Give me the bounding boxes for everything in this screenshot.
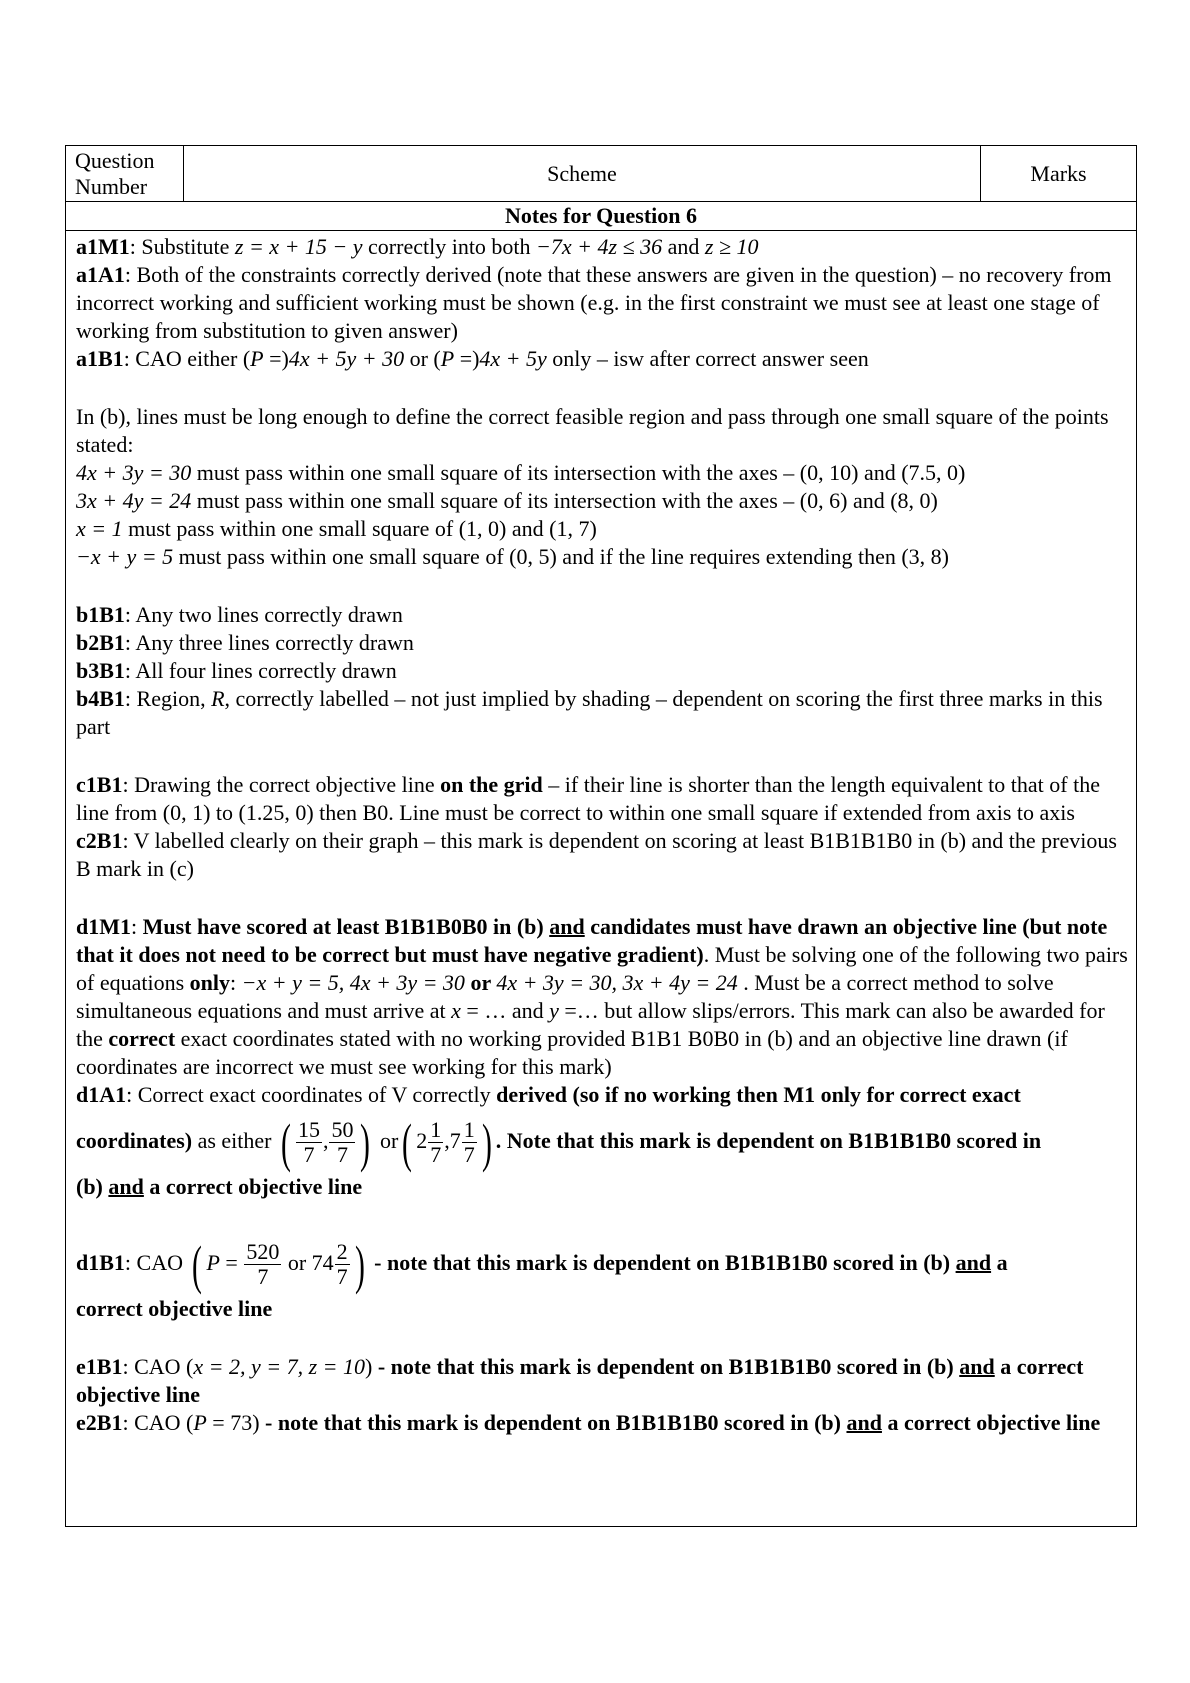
math-expression: x = 2, y = 7, z = 10: [193, 1354, 365, 1379]
bold-text: only: [189, 970, 231, 995]
bold-text: candidates must have drawn an objective line (but note that it does not need to be correct but must have negative gradient): [76, 914, 1108, 967]
note-paragraph: [76, 685, 1128, 741]
text: or: [374, 1128, 399, 1153]
bold-text: b3B1: [76, 658, 125, 683]
text: , correctly labelled – not just implied by shading – dependent on scoring the first three marks in this part: [76, 686, 1103, 739]
bold-text: d1M1: [76, 914, 131, 939]
note-paragraph: [76, 1295, 1128, 1323]
bold-text: c2B1: [76, 828, 123, 853]
bracket: ): [354, 1234, 365, 1295]
bracket: (: [281, 1112, 291, 1173]
text: – if their line is shorter than the length equivalent to that of the line from (0, 1) to (1.25, 0) then B0. Line must be correct to within one small square if extended from axis to axis: [76, 772, 1100, 825]
text: : Any two lines correctly drawn: [124, 602, 403, 627]
denominator: 7: [336, 1142, 348, 1168]
note-paragraph: [76, 1081, 1128, 1109]
mark-scheme-table: [65, 145, 1137, 1527]
bold-text: and: [108, 1174, 144, 1199]
bracket: ): [481, 1112, 492, 1173]
bold-text: derived: [496, 1082, 567, 1107]
text: :: [230, 970, 242, 995]
text: correctly into both: [362, 234, 537, 259]
spacer: [76, 741, 1128, 771]
text: ): [364, 1354, 378, 1379]
bold-text: a correct objective line: [881, 1410, 1101, 1435]
fraction: [296, 1118, 322, 1167]
math-expression: R: [211, 686, 225, 711]
note-paragraph: [76, 261, 1128, 345]
numerator: 50: [331, 1117, 354, 1143]
text: : CAO (: [122, 1354, 194, 1379]
bracket: (: [402, 1112, 413, 1173]
bold-text: a correct objective line: [76, 1354, 1084, 1407]
text: must pass within one small square of (0, 5) and if the line requires extending then (3, 8): [173, 544, 950, 569]
bold-text: a: [991, 1250, 1008, 1275]
numerator: 1: [463, 1117, 475, 1143]
text: = 73): [206, 1410, 266, 1435]
bracket: (: [192, 1234, 203, 1295]
math-expression: x: [451, 998, 461, 1023]
math-expression: −x + y = 5, 4x + 3y = 30: [241, 970, 465, 995]
numerator: 1: [430, 1117, 442, 1143]
math-expression: P: [193, 1410, 207, 1435]
text: . Must be solving one of the following two pairs of equations: [76, 942, 1128, 995]
numerator: 2: [336, 1239, 348, 1265]
text: = … and: [460, 998, 550, 1023]
math-expression: 4x + 5y: [479, 346, 547, 371]
note-paragraph: [76, 515, 1128, 543]
bold-text: Must have scored at least B1B1B0B0 in (b): [142, 914, 550, 939]
question-number-header: Question Number: [66, 146, 184, 202]
note-paragraph: [76, 487, 1128, 515]
bold-text: - note that this mark is dependent on B1B1B1B0 scored in (b): [368, 1250, 956, 1275]
bold-text: or: [464, 970, 497, 995]
text: : Both of the constraints correctly derived (note that these answers are given in the question) – no recovery from incorrect working and sufficient working must be shown (e.g. in the first constraint we must see at least one stage of working from substitution to given answer): [76, 262, 1112, 343]
numerator: 520: [246, 1239, 280, 1265]
text: only – isw after correct answer seen: [546, 346, 869, 371]
bold-text: b4B1: [76, 686, 125, 711]
spacer: [76, 1323, 1128, 1353]
bold-text: d1A1: [76, 1082, 127, 1107]
bold-text: and: [959, 1354, 995, 1379]
note-paragraph: [76, 1409, 1128, 1437]
math-expression: 3x + 4y = 24: [76, 488, 192, 513]
text: ,7: [444, 1128, 461, 1153]
math-expression: z = x + 15 − y: [234, 234, 363, 259]
math-expression: y: [549, 998, 559, 1023]
math-expression: P: [440, 346, 455, 371]
text: =: [219, 1250, 244, 1275]
marks-header: Marks: [981, 146, 1137, 202]
denominator: 7: [303, 1142, 315, 1168]
bold-text: a1M1: [76, 234, 130, 259]
text: In (b), lines must be long enough to define the correct feasible region and pass through one small square of the points stated:: [76, 404, 1109, 457]
text: must pass within one small square of its intersection with the axes – (0, 6) and (8, 0): [191, 488, 938, 513]
fraction: [329, 1118, 355, 1167]
denominator: 7: [336, 1264, 348, 1290]
bold-text: . Note that this mark is dependent on B1B1B1B0 scored in: [495, 1128, 1042, 1153]
math-expression: x = 1: [76, 516, 123, 541]
bold-text: on the grid: [440, 772, 543, 797]
spacer: [76, 1201, 1128, 1231]
notes-body: [66, 231, 1137, 1527]
text: must pass within one small square of (1, 0) and (1, 7): [122, 516, 597, 541]
bold-text: d1B1: [76, 1250, 125, 1275]
text: : Substitute: [129, 234, 235, 259]
text: exact coordinates stated with no working provided B1B1 B0B0 in (b) and an objective line drawn (if coordinates are incorrect we must see working for this mark): [76, 1026, 1068, 1079]
numerator: 15: [297, 1117, 320, 1143]
bold-text: c1B1: [76, 772, 123, 797]
math-expression: 4x + 3y = 30, 3x + 4y = 24: [496, 970, 738, 995]
text: : CAO either (: [123, 346, 251, 371]
bold-text: b2B1: [76, 630, 125, 655]
bold-text: and: [955, 1250, 992, 1275]
math-expression: −x + y = 5: [76, 544, 174, 569]
text: as either: [192, 1128, 277, 1153]
denominator: 7: [257, 1264, 269, 1290]
bold-text: a1B1: [76, 346, 124, 371]
bold-text: - note that this mark is dependent on B1B1B1B0 scored in (b): [377, 1354, 960, 1379]
note-paragraph: [76, 1353, 1128, 1409]
math-expression: P: [206, 1250, 220, 1275]
fraction: [428, 1118, 443, 1167]
note-paragraph: [76, 459, 1128, 487]
text: =… but allow slips/errors. This mark can also be awarded for the: [76, 998, 1105, 1051]
text: or 74: [282, 1250, 334, 1275]
note-paragraph: [76, 1231, 1128, 1295]
bold-text: coordinates): [76, 1128, 193, 1153]
note-paragraph: [76, 1109, 1128, 1173]
denominator: 7: [430, 1142, 442, 1168]
fraction: [335, 1240, 350, 1289]
math-expression: 4x + 5y + 30: [288, 346, 405, 371]
spacer: [76, 883, 1128, 913]
text: must pass within one small square of its intersection with the axes – (0, 10) and (7.5, 0): [191, 460, 966, 485]
text: 2: [416, 1128, 428, 1153]
text: and: [662, 234, 705, 259]
note-paragraph: [76, 543, 1128, 571]
note-paragraph: [76, 601, 1128, 629]
bold-text: (so if no working then M1 only for correct exact: [567, 1082, 1021, 1107]
text: : Any three lines correctly drawn: [124, 630, 414, 655]
math-expression: 4x + 3y = 30: [76, 460, 192, 485]
text: :: [131, 914, 143, 939]
text: : Drawing the correct objective line: [122, 772, 441, 797]
header-row: [66, 146, 1137, 202]
bracket: ): [360, 1112, 371, 1173]
spacer: [76, 373, 1128, 403]
text: ,: [322, 1128, 329, 1153]
text: : Correct exact coordinates of V correctly: [126, 1082, 497, 1107]
note-paragraph: [76, 913, 1128, 1081]
notes-title: Notes for Question 6: [66, 202, 1137, 231]
text: or (: [404, 346, 441, 371]
note-paragraph: [76, 629, 1128, 657]
fraction: [462, 1118, 477, 1167]
math-expression: P: [250, 346, 264, 371]
text: : Region,: [124, 686, 212, 711]
note-paragraph: [76, 345, 1128, 373]
text: =): [263, 346, 289, 371]
text: : V labelled clearly on their graph – this mark is dependent on scoring at least B1B1B1B0 in (b) and the previous B mark in (c): [76, 828, 1117, 881]
bold-text: and: [549, 914, 585, 939]
note-paragraph: [76, 657, 1128, 685]
bold-text: (b): [76, 1174, 109, 1199]
math-expression: z ≥ 10: [704, 234, 759, 259]
text: : CAO (: [122, 1410, 194, 1435]
spacer: [76, 571, 1128, 601]
text: : All four lines correctly drawn: [124, 658, 397, 683]
note-paragraph: [76, 233, 1128, 261]
bold-text: a correct objective line: [143, 1174, 363, 1199]
bold-text: correct: [108, 1026, 176, 1051]
bold-text: correct objective line: [76, 1296, 273, 1321]
math-expression: −7x + 4z ≤ 36: [536, 234, 663, 259]
scheme-header: Scheme: [184, 146, 981, 202]
note-paragraph: [76, 1173, 1128, 1201]
fraction: [244, 1240, 281, 1289]
bold-text: a1A1: [76, 262, 125, 287]
text: =): [454, 346, 480, 371]
text: . Must be a correct method to solve simultaneous equations and must arrive at: [76, 970, 1054, 1023]
bold-text: - note that this mark is dependent on B1B1B1B0 scored in (b): [265, 1410, 847, 1435]
note-paragraph: [76, 403, 1128, 459]
bold-text: e1B1: [76, 1354, 123, 1379]
note-paragraph: [76, 827, 1128, 883]
text: : CAO: [124, 1250, 189, 1275]
bold-text: e2B1: [76, 1410, 123, 1435]
denominator: 7: [463, 1142, 475, 1168]
bold-text: and: [846, 1410, 882, 1435]
bold-text: b1B1: [76, 602, 125, 627]
note-paragraph: [76, 771, 1128, 827]
